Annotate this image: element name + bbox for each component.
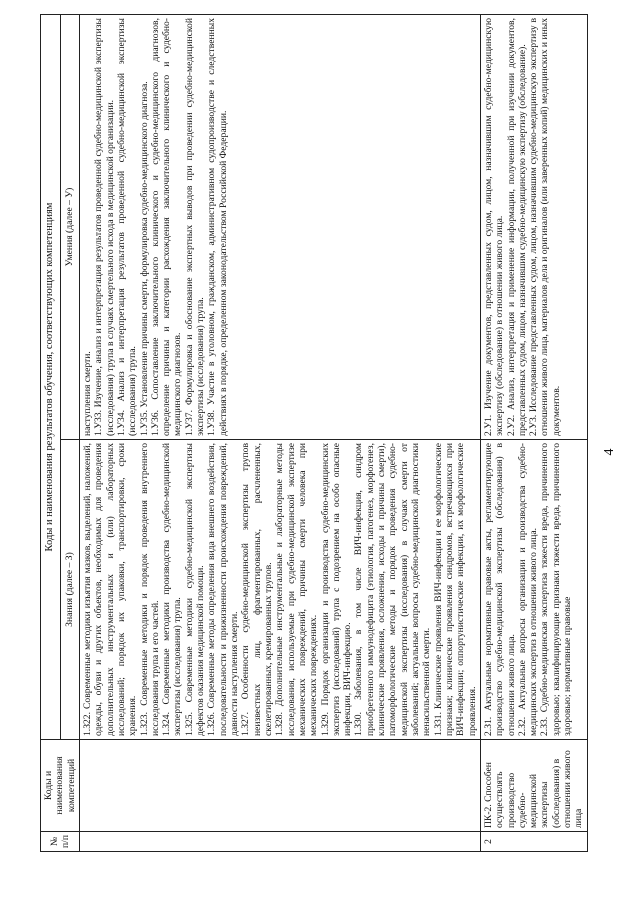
knowledge-item: 1.З26. Современные методы определения вида внешнего воздействия, последовательности и прижизненности происхождения повреждений, давности наступления смерти. <box>206 443 240 736</box>
skill-item: 1.У37. Формулировка и обоснование экспертных выводов при проведении судебно-медицинской экспертизы (исследования) трупа. <box>183 18 207 436</box>
skill-item: 1.У33. Изучение, анализ и интерпретация результатов проведенной судебно-медицинской экспертизы (исследования) трупа в случаях смертельного исхода в медицинской организации. <box>93 18 116 436</box>
table-row <box>79 15 480 852</box>
knowledge-item: 1.З22. Современные методики изъятия мазков, выделений, наложений, одежды, обуви и других объектов, необходимых для проведения дополнительных инструментальных и (или) лабораторных исследований; порядок их упаковки, транспортировки, сроки хранения. <box>81 443 139 736</box>
row-number <box>79 832 480 852</box>
header-row-1 <box>41 15 61 852</box>
knowledge-item: 2.З3. Судебно-медицинская экспертиза тяжести вреда, причиненного здоровью; квалифицирующие признаки тяжести вреда, причиненного здоровью; нормативные правовые <box>539 443 574 736</box>
knowledge-item: 1.З30. Заболевания, в том числе ВИЧ-инфекция, синдром приобретенного иммунодефицита (этиология, патогенез, морфогенез, клинические проявления, осложнения, исходы и причины смерти), патоморфологические методы и порядок проведения судебно-медицинской экспертизы (исследования) в случаях смерти от заболеваний; актуальные вопросы судебно-медицинской диагностики ненасильственной смерти. <box>353 443 433 736</box>
header-knowledge: Знания (далее – З) <box>61 440 80 740</box>
knowledge-item: 1.З24. Современные методики производства судебно-медицинской экспертизы (исследования) трупа. <box>161 443 184 736</box>
page-number: 4 <box>602 448 617 456</box>
knowledge-item: 1.З31. Клинические проявления ВИЧ-инфекции и ее морфологические признаки; клинические проявления синдромов, встречающихся при ВИЧ-инфекции; оппортунистические инфекции, их морфологические проявления. <box>432 443 478 736</box>
row-knowledge <box>79 440 480 740</box>
knowledge-item: 1.З27. Особенности судебно-медицинской экспертизы трупов неизвестных лиц, фрагментированных, расчлененных, скелетированных, кремированных трупов. <box>240 443 274 736</box>
knowledge-item: 1.З28. Дополнительные инструментальные и лабораторные методы исследования, используемые при судебно-медицинской экспертизе механических повреждений, причины смерти человека при механических повреждениях. <box>274 443 320 736</box>
header-num: № п/п <box>41 832 80 852</box>
knowledge-item: 1.З29. Порядок организации и производства судебно-медицинских экспертиз (исследований) трупа с подозрением на особо опасные инфекции, ВИЧ-инфекцию. <box>319 443 354 736</box>
skill-item: 2.У3. Исследование представленных судом, лицом, назначившим судебно-медицинскую экспертизу в отношении живого лица, материалов дела и оригиналов (или заверенных копий) медицинских и иных документов. <box>528 18 562 436</box>
skill-item: 2.У1. Изучение документов, представленных судом, лицом, назначившим судебно-медицинскую экспертизу (обследование) в отношении живого лица. <box>482 18 506 436</box>
header-row-2 <box>61 15 80 852</box>
skill-item: 1.У38. Участие в уголовном, гражданском, административном судопроизводстве и следственных действиях в порядке, определенном законодательством Российской Федерации. <box>206 18 229 436</box>
knowledge-item: 1.З23. Современные методики и порядок проведения внутреннего исследования трупа и его частей. <box>138 443 161 736</box>
table-row <box>480 15 587 852</box>
knowledge-item: 2.З2. Актуальные вопросы организации и производства судебно-медицинских экспертиз в отношении живого лица. <box>516 443 540 736</box>
knowledge-item: 1.З25. Современные методики судебно-медицинской экспертизы дефектов оказания медицинской помощи. <box>183 443 207 736</box>
skill-item: наступления смерти. <box>81 351 93 436</box>
row-skills <box>480 15 587 440</box>
row-number: 2 <box>480 832 587 852</box>
competency-table <box>40 14 588 852</box>
row-knowledge <box>480 440 587 740</box>
row-competency <box>79 740 480 832</box>
skill-item: 1.У35. Установление причины смерти, формулировка судебно-медицинского диагноза. <box>138 81 150 436</box>
header-skills: Умения (далее – У) <box>61 15 80 440</box>
row-competency: ПК-2. Способен осуществлять производство судебно-медицинской экспертизы (обследования) в отношении живого лица <box>480 740 587 832</box>
header-results: Коды и наименования результатов обучения, соответствующих компетенциям <box>41 15 61 740</box>
row-skills <box>79 15 480 440</box>
skill-item: 2.У2. Анализ, интерпретация и применение информации, полученной при изучении документов, представленных судом, лицом, назначившим судебно-медицинскую экспертизу (обследование). <box>505 18 528 436</box>
knowledge-item: 2.З1. Актуальные нормативные правовые акты, регламентирующие производство судебно-медицинской экспертизы (обследования) в отношении живого лица. <box>482 443 517 736</box>
skill-item: 1.У34. Анализ и интерпретация результатов проведенной судебно-медицинской экспертизы (исследования) трупа. <box>115 18 139 436</box>
skill-item: 1.У36. Сопоставление заключительного клинического и судебно-медицинского диагнозов, определение причины и категории расхождения заключительного клинического и судебно-медицинского диагнозов. <box>149 18 184 436</box>
header-codes: Коды и наименования компетенций <box>41 740 80 832</box>
